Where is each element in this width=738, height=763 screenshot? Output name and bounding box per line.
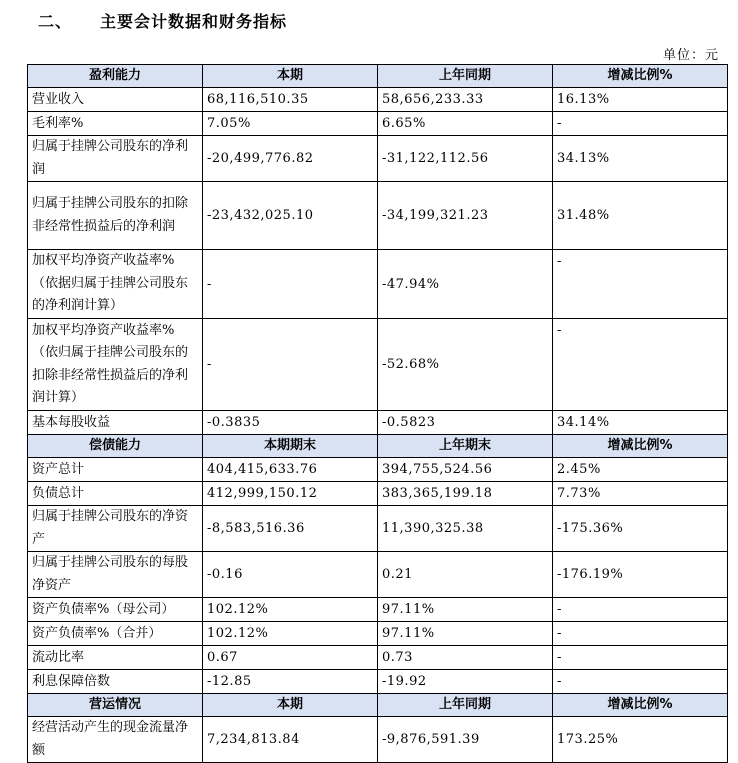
change-value: -: [553, 670, 728, 694]
header-cell: 上年期末: [378, 435, 553, 458]
profitability-header-row: [28, 65, 728, 88]
header-cell: 盈利能力: [28, 65, 203, 88]
previous-value: -0.5823: [378, 411, 553, 435]
table-row: [28, 136, 728, 182]
table-row: [28, 319, 728, 411]
row-label: 流动比率: [28, 646, 203, 670]
previous-value: 11,390,325.38: [378, 506, 553, 552]
previous-value: 97.11%: [378, 622, 553, 646]
change-value: 34.14%: [553, 411, 728, 435]
current-value: -: [203, 250, 378, 319]
current-value: -0.16: [203, 552, 378, 598]
row-label: 经营活动产生的现金流量净额: [28, 717, 203, 763]
current-value: -12.85: [203, 670, 378, 694]
current-value: -23,432,025.10: [203, 182, 378, 250]
current-value: -: [203, 319, 378, 411]
table-row: [28, 112, 728, 136]
change-value: 31.48%: [553, 182, 728, 250]
change-value: 2.45%: [553, 458, 728, 482]
row-label: 利息保障倍数: [28, 670, 203, 694]
row-label: 资产总计: [28, 458, 203, 482]
change-value: -: [553, 250, 728, 319]
table-row: [28, 670, 728, 694]
change-value: -: [553, 112, 728, 136]
table-row: [28, 250, 728, 319]
previous-value: -47.94%: [378, 250, 553, 319]
header-cell: 增减比例%: [553, 435, 728, 458]
header-cell: 营运情况: [28, 694, 203, 717]
header-cell: 增减比例%: [553, 694, 728, 717]
change-value: 34.13%: [553, 136, 728, 182]
previous-value: -19.92: [378, 670, 553, 694]
previous-value: 0.21: [378, 552, 553, 598]
current-value: 7.05%: [203, 112, 378, 136]
row-label: 毛利率%: [28, 112, 203, 136]
previous-value: -34,199,321.23: [378, 182, 553, 250]
row-label: 加权平均净资产收益率%（依归属于挂牌公司股东的扣除非经常性损益后的净利润计算）: [28, 319, 203, 411]
section-title: 主要会计数据和财务指标: [100, 12, 288, 31]
row-label: 资产负债率%（合并）: [28, 622, 203, 646]
section-number: 二、: [38, 12, 73, 31]
operations-header-row: [28, 694, 728, 717]
row-label: 归属于挂牌公司股东的扣除非经常性损益后的净利润: [28, 182, 203, 250]
row-label: 归属于挂牌公司股东的净利润: [28, 136, 203, 182]
change-value: 7.73%: [553, 482, 728, 506]
current-value: 7,234,813.84: [203, 717, 378, 763]
table-row: [28, 622, 728, 646]
row-label: 归属于挂牌公司股东的每股净资产: [28, 552, 203, 598]
unit-label: 单位：元: [662, 48, 719, 63]
header-cell: 上年同期: [378, 65, 553, 88]
previous-value: 383,365,199.18: [378, 482, 553, 506]
current-value: 68,116,510.35: [203, 88, 378, 112]
current-value: -8,583,516.36: [203, 506, 378, 552]
header-cell: 上年同期: [378, 694, 553, 717]
financial-indicators-table: [27, 64, 728, 763]
previous-value: -52.68%: [378, 319, 553, 411]
change-value: -: [553, 598, 728, 622]
previous-value: 58,656,233.33: [378, 88, 553, 112]
header-cell: 增减比例%: [553, 65, 728, 88]
change-value: 173.25%: [553, 717, 728, 763]
header-cell: 偿债能力: [28, 435, 203, 458]
previous-value: 97.11%: [378, 598, 553, 622]
previous-value: 6.65%: [378, 112, 553, 136]
table-row: [28, 506, 728, 552]
previous-value: -31,122,112.56: [378, 136, 553, 182]
header-cell: 本期: [203, 694, 378, 717]
table-row: [28, 482, 728, 506]
previous-value: 0.73: [378, 646, 553, 670]
change-value: -: [553, 646, 728, 670]
row-label: 归属于挂牌公司股东的净资产: [28, 506, 203, 552]
table-row: [28, 88, 728, 112]
change-value: 16.13%: [553, 88, 728, 112]
table-row: [28, 717, 728, 763]
current-value: 0.67: [203, 646, 378, 670]
change-value: -175.36%: [553, 506, 728, 552]
section-heading: [38, 9, 287, 32]
current-value: 404,415,633.76: [203, 458, 378, 482]
header-cell: 本期期末: [203, 435, 378, 458]
previous-value: -9,876,591.39: [378, 717, 553, 763]
table-row: [28, 182, 728, 250]
row-label: 资产负债率%（母公司）: [28, 598, 203, 622]
table-row: [28, 552, 728, 598]
current-value: -0.3835: [203, 411, 378, 435]
current-value: 102.12%: [203, 622, 378, 646]
header-cell: 本期: [203, 65, 378, 88]
row-label: 加权平均净资产收益率%（依据归属于挂牌公司股东的净利润计算）: [28, 250, 203, 319]
current-value: 102.12%: [203, 598, 378, 622]
solvency-header-row: [28, 435, 728, 458]
current-value: 412,999,150.12: [203, 482, 378, 506]
previous-value: 394,755,524.56: [378, 458, 553, 482]
change-value: -176.19%: [553, 552, 728, 598]
row-label: 基本每股收益: [28, 411, 203, 435]
table-row: [28, 598, 728, 622]
table-row: [28, 646, 728, 670]
change-value: -: [553, 622, 728, 646]
change-value: -: [553, 319, 728, 411]
table-row: [28, 458, 728, 482]
table-row: [28, 411, 728, 435]
current-value: -20,499,776.82: [203, 136, 378, 182]
row-label: 营业收入: [28, 88, 203, 112]
row-label: 负债总计: [28, 482, 203, 506]
